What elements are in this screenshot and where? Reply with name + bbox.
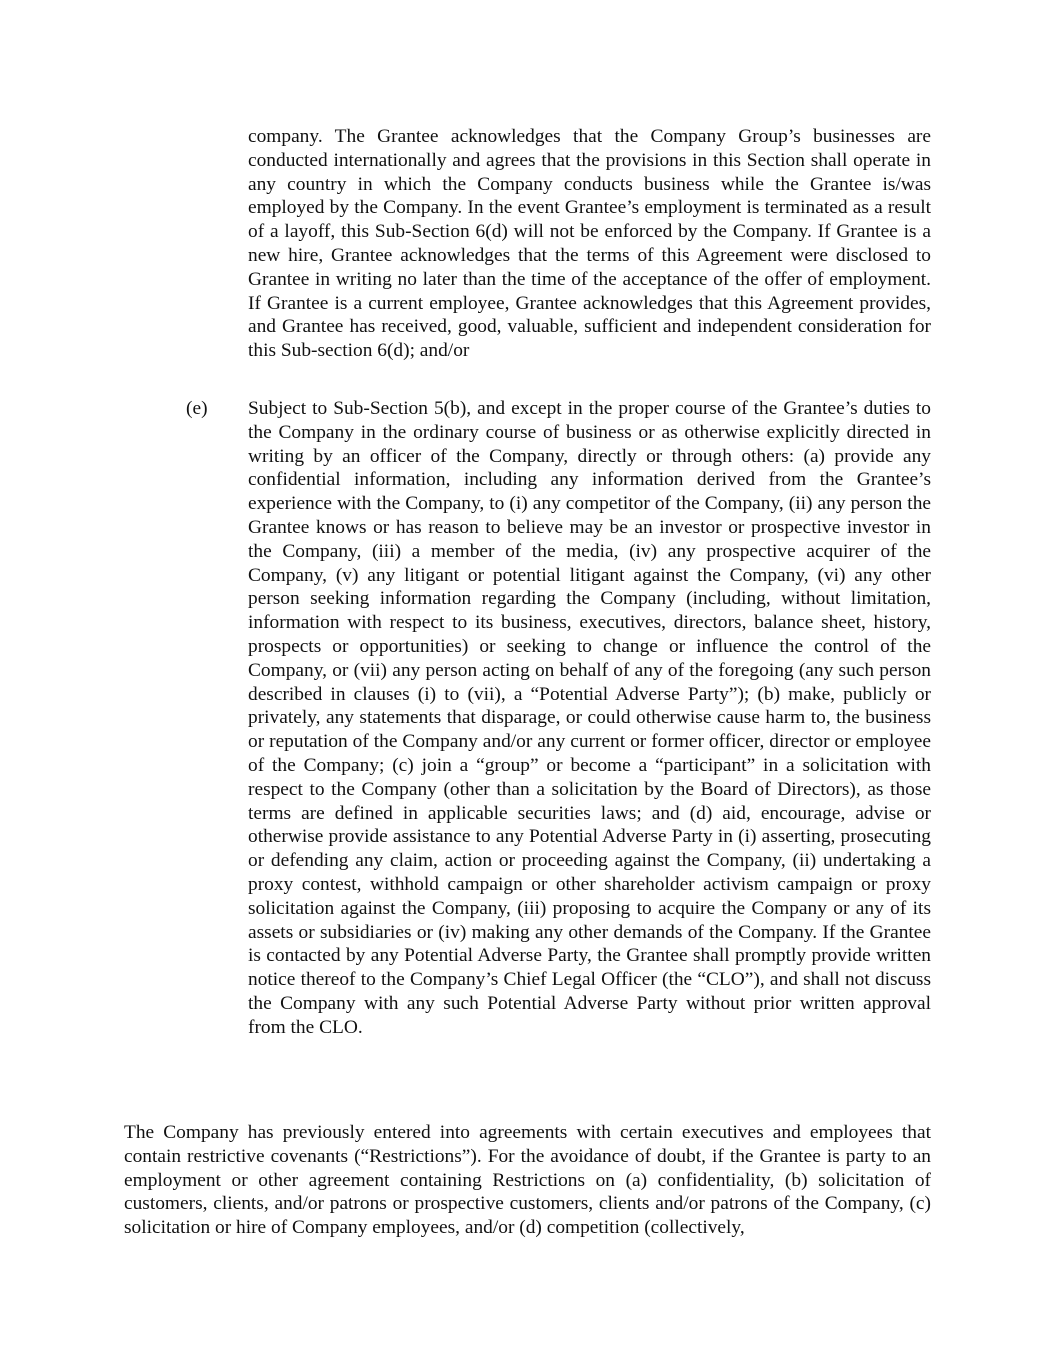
item-e-text: Subject to Sub-Section 5(b), and except in the proper course of the Grantee’s duties to the Company in the ordinary course of business or as otherwise explicitly directed in writing by an officer of the Company, directly or through others: (a) provide any confidential information, including any information derived from the Grantee’s experience with the Company, to (i) any competitor of the Company, (ii) any person the Grantee knows or has reason to believe may be an investor or prospective investor in the Company, (iii) a member of the media, (iv) any prospective acquirer of the Company, (v) any litigant or potential litigant against the Company, (vi) any other person seeking information regarding the Company (including, without limitation, information with respect to its business, executives, directors, balance sheet, history, prospects or opportunities) or seeking to change or influence the control of the Company, or (vii) any person acting on behalf of any of the foregoing (any such person described in clauses (i) to (vii), a “Potential Adverse Party”); (b) make, publicly or privately, any statements that disparage, or could otherwise cause harm to, the business or reputation of the Company and/or any current or former officer, director or employee of the Company; (c) join a “group” or become a “participant” in a solicitation with respect to the Company (other than a solicitation by the Board of Directors), as those terms are defined in applicable securities laws; and (d) aid, encourage, advise or otherwise provide assistance to any Potential Adverse Party in (i) asserting, prosecuting or defending any claim, action or proceeding against the Company, (ii) undertaking a proxy contest, withhold campaign or other shareholder activism campaign or proxy solicitation against the Company, (iii) proposing to acquire the Company or any of its assets or subsidiaries or (iv) making any other demands of the Company. If the Grantee is contacted by any Potential Adverse Party, the Grantee shall promptly provide written notice thereof to the Company’s Chief Legal Officer (the “CLO”), and shall not discuss the Company with any such Potential Adverse Party without prior written approval from the CLO. <box>248 398 931 1038</box>
item-e-label: (e) <box>186 398 208 419</box>
closing-paragraph: The Company has previously entered into agreements with certain executives and employees that contain restrictive covenants (“Restrictions”). For the avoidance of doubt, if the Grantee is party to an employment or other agreement containing Restrictions on (a) confidentiality, (b) solicitation of customers, clients, and/or patrons or prospective customers, clients and/or patrons of the Company, (c) solicitation or hire of Company employees, and/or (d) competition (collectively, <box>124 1122 931 1239</box>
continuation-paragraph: company. The Grantee acknowledges that the Company Group’s businesses are conducted internationally and agrees that the provisions in this Section shall operate in any country in which the Company conducts business while the Grantee is/was employed by the Company. In the event Grantee’s employment is terminated as a result of a layoff, this Sub-Section 6(d) will not be enforced by the Company. If Grantee is a new hire, Grantee acknowledges that the terms of this Agreement were disclosed to Grantee in writing no later than the time of the acceptance of the offer of employment. If Grantee is a current employee, Grantee acknowledges that this Agreement provides, and Grantee has received, good, valuable, sufficient and independent consideration for this Sub-section 6(d); and/or <box>248 126 931 362</box>
